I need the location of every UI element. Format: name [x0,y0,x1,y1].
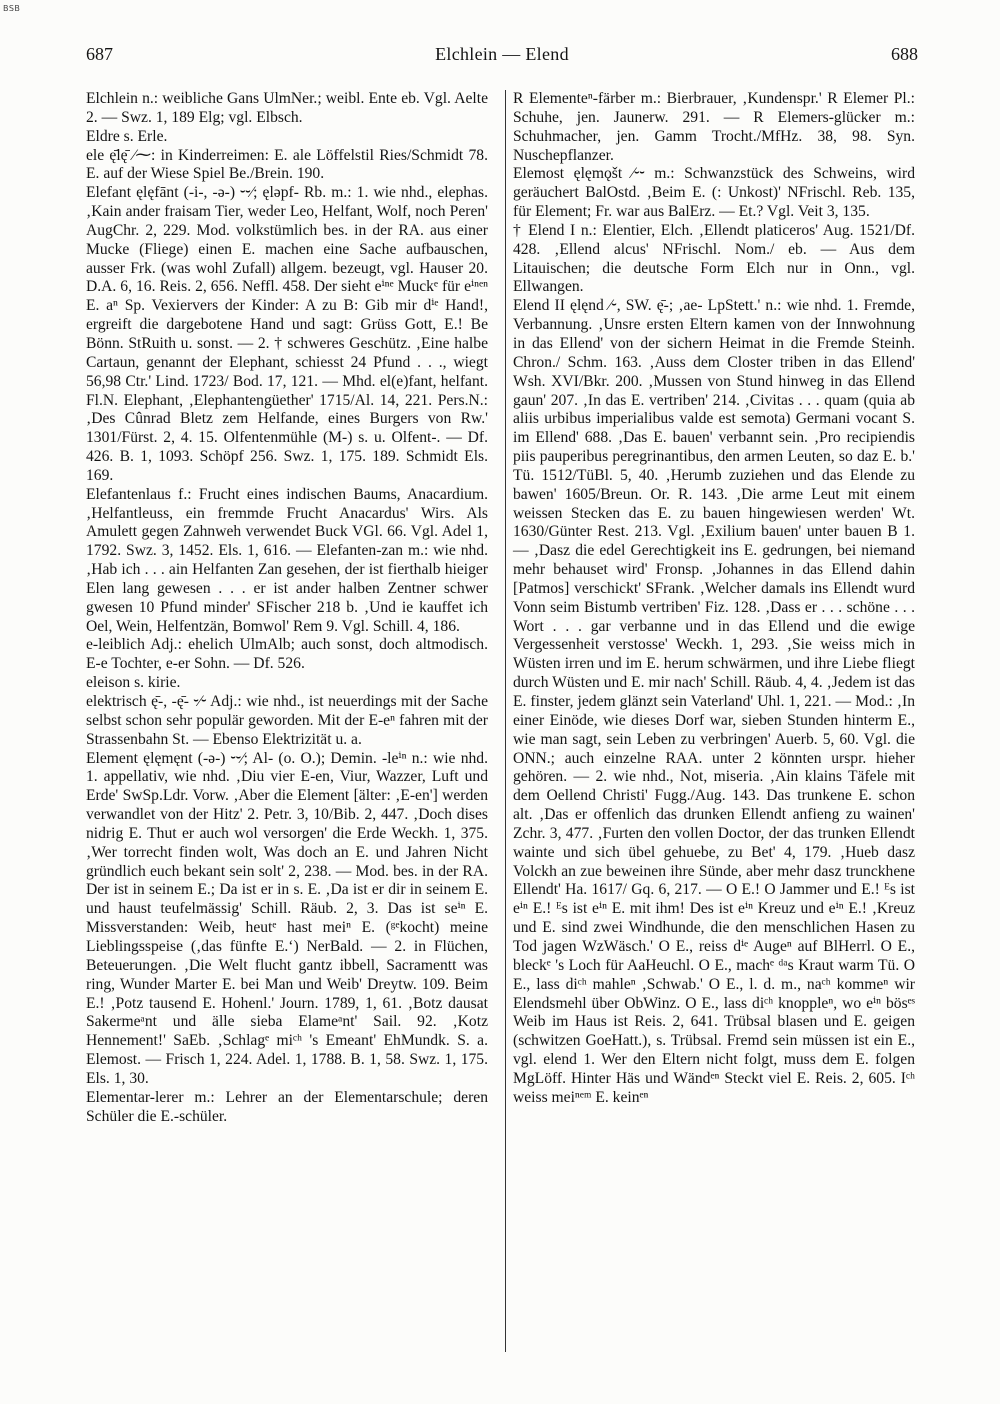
entry-elend-1: † Elend I n.: Elentier, Elch. ‚Ellendt platiceros' Aug. 1521/Df. 428. ‚Ellend alcus' NFrischl. Nom./ eb. — Aus dem Litauischen; die deutsche Form Elch nur in Onn., vgl. Ellwangen. [513,221,915,296]
entry-elementar-lerer: Elementar-lerer m.: Lehrer an der Elementarschule; deren Schüler die E.-schüler. [86,1088,488,1125]
entry-elchlein: Elchlein n.: weibliche Gans UlmNer.; weibl. Ente eb. Vgl. Aelte 2. — Swz. 1, 189 Elg; vgl. Elbsch. [86,90,488,126]
page-header [86,44,918,68]
entry-elefant: Elefant ęlęfānt (-i-, -ə-) ⏑⏑⁄; ęləpf- Rb. m.: 1. wie nhd., elephas. ‚Kain ander fraisam Tier, weder Leo, Helfant, Wolf, noch Peren' AugChr. 2, 229. Mod. volkstümlich bes. in der RA. aus einer Mucke (Fliege) einen E. machen eine Sache aufbauschen, ausser Frk. (was wohl Zufall) allgem. bezeugt, vgl. Hauser 20. D.A. 6, 16. Reis. 2, 656. Neffl. 458. Der sieht eⁱⁿᵉ Muckᵉ für eⁱⁿᵉⁿ E. aⁿ Sp. Vexiervers der Kinder: A zu B: Gib mir dⁱᵉ Hand!, ergreift die dargebotene Hand und sagt: Grüss Gott, E.! Be Bönn. StRuith u. sonst. — 2. † schweres Geschütz. ‚Eine halbe Cartaun, genannt der Elephant, schiesst 24 Pfund . . ., wiegt 56,98 Ctr.' Lind. 1723/ Bod. 17, 121. — Mhd. el(e)fant, helfant. Fl.N. Elephant, ‚Elephantengüether' 1715/Al. 14, 221. Pers.N.: ‚Des Cûnrad Bletz zem Helfande, eines Burgers von Rw.' 1301/Fürst. 2, 4. 15. Olfentenmühle (M-) s. u. Olfent-. — Df. 426. B. 1, 1093. Schöpf 256. Swz. 1, 175. 189. Schmidt Els. 169. [86,184,488,484]
entry-ele: ele ę̄lę̄ ⁄⁓: in Kinderreimen: E. ale Löffelstil Ries/Schmidt 78. E. auf der Wiese Spiel Be./Brein. 190. [86,146,488,183]
entry-e-leiblich: e-leiblich Adj.: ehelich UlmAlb; auch sonst, doch altmodisch. E-e Tochter, e-er Sohn. — Df. 526. [86,636,488,673]
page-number-right: 688 [891,44,918,64]
entry-elektrisch: elektrisch ę̄-, -ę̄- ⏑⁄⏑ Adj.: wie nhd., ist neuerdings mit der Sache selbst schon sehr populär geworden. Mit der E-eⁿ fahren mit der Strassenbahn St. — Ebenso Elektrizität u. a. [86,693,488,748]
left-column [86,90,488,1126]
entry-element: Element ęlęmęnt (-ə-) ⏑⏑⁄; Al- (o. O.); Demin. -leⁱⁿ n.: wie nhd. 1. appellativ, wie nhd. ‚Diu vier E-en, Viur, Wazzer, Luft und Erde' SwSp.Ldr. Vorw. ‚Aber die Element [älter: ‚E-en'] werden verwandlet von der Hitz' 2. Petr. 3, 10/Bib. 2, 447. ‚Doch dises nidrig E. Thut er auch wol versorgen' die Erde Weckh. 1, 375. ‚Wer torrecht finden wolt, Was doch an E. und Jahren Nicht gründlich euch bekant sein solt' 2, 238. — Mod. bes. in der RA. Der ist in seinem E.; Da ist er in s. E. ‚Da ist er dir in seinem E. und haust teufelmässig' Schill. Räub. 2, 3. Das ist seⁱⁿ E. Missverstanden: Weib, heutᵉ hast meiⁿ E. (ᵍᵉkocht) meine Lieblingsspeise (‚das fünfte E.‘) NerBald. — 2. in Flüchen, Beteuerungen. ‚Die Welt flucht gantz ibbell, Sacramentt was ring, Wunder Marter E. bei Man und Weib' Dreytw. 109. Beim E.! ‚Potz tausend E. Hohenl.' Journ. 1789, 1, 61. ‚Botz dausat Sakermeᵃnt und älle sieba Elameᵃnt' Sail. 92. ‚Kotz Hennement!' SaEb. ‚Schlagᵉ miᶜʰ 's Emeant' EhMundk. S. a. Elemost. — Frisch 1, 224. Adel. 1, 1788. B. 1, 58. Swz. 1, 175. Els. 1, 30. [86,749,488,1087]
entry-elementen-faerber: R Elementeⁿ-färber m.: Bierbrauer, ‚Kundenspr.' R Elemer Pl.: Schuhe, jen. Jaunerw. 291. — R Elemers-glücker m.: Schuhmacher, jen. Gamm Trocht./MfHz. 38, 98. Syn. Nuschepflanzer. [513,90,915,164]
running-title: Elchlein — Elend [435,44,569,64]
column-divider [505,90,506,1352]
entry-elend-2: Elend II ęlęnd ⁄⏑, SW. ę̄-; ‚ae- LpStett.' n.: wie nhd. 1. Fremde, Verbannung. ‚Unsre ersten Eltern kamen von der Innwohnung in das Ellend' von der sichern Heimat in die Fremde Steinh. Chron./ Schm. 163. ‚Auss dem Closter triben in das Ellend' Wsh. XVI/Bkr. 200. ‚Mussen von Stund hinweg in das Ellend gaun' 207. ‚In das E. vertriben' 214. ‚Civitas . . . quam (quia ab aliis urbibus imperialibus valde est semota) Germani vocant S. im Ellend' 688. ‚Das E. bauen' verbannt sein. ‚Pro recipiendis piis pauperibus peregrinantibus, den armen Leuten, so daz E. b.' Tü. 1512/TüBl. 5, 40. ‚Herumb zuziehen und das Elende zu bawen' 1605/Breun. Or. R. 143. ‚Die arme Leut mit einem weissen Stecken das E. zu bauen hingewiesen werden' Wt. 1630/Günter Rest. 213. Vgl. ‚Exilium bauen' unter bauen B 1. — ‚Dasz die edel Gerechtigkeit ins E. gedrungen, bei niemand mehr behauset wird' Fronsp. ‚Johannes in das Ellend dahin [Patmos] verschickt' SFrank. ‚Welcher damals ins Ellendt wurd Vonn seim Bistumb vertriben' Fiz. 128. ‚Dass er . . . schöne . . . Wort . . . gar verbanne und in das Ellend und die ewige Vergessenheit verstosse' Weckh. 1, 293. ‚Sie weiss mich in Wüsten irren und im E. herum schwärmen, und ihre Liebe fliegt durch Wüsten und E. mir nach' Schill. Räub. 4, 4. ‚Jedem ist das E. finster, jedem glänzt sein Vaterland' Uhl. 1, 221. — Mod.: ‚In einer Einöde, wie dieses Dorf war, sieben Stunden hinterm E., wie man sagt, sein Leben zu verbringen' Auerb. 5, 60. Vgl. die ONN.; auch einzelne RAA. unter 2 könnten urspr. hieher gehören. — 2. wie nhd., Not, miseria. ‚Ain klains Täfele mit dem Oellend Christi' Fugg./Aug. 143. Das trunkene E. schon alt. ‚Das er offenlich das drunken Ellendt anfieng zu wainen' Zchr. 3, 477. ‚Furten den vollen Doctor, der das trunken Ellendt wainte und sich übel gehuebe, zu Bet' 4, 179. ‚Hueb dasz Volckh an zue beweinen ihre Sünde, aber mehr dasz trunckhene Ellendt' Ha. 1617/ Gq. 6, 217. — O E.! O Jammer und E.! ᴱs ist eⁱⁿ E.! ᴱs ist eⁱⁿ E. mit ihm! Des ist eⁱⁿ Kreuz und eⁱⁿ E.! ‚Kreuz und E. sind zwei Windhunde, die den menschlichen Hasen zu Tod jagen WzWäsch.' O E., reiss dⁱᵉ Augeⁿ auf BlHerrl. O E., bleckᵉ 's Loch für AaHeuchl. O E., machᵉ ᵈᵃs Kraut warm Tü. O E., lass diᶜʰ mahleⁿ ‚Schwab.' O E., l. d. m., naᶜʰ kommeⁿ wir Elendsmehl über ObWinz. O E., lass diᶜʰ knoppleⁿ, wo eⁱⁿ bösᵉˢ Weib im Haus ist Reis. 2, 641. Trübsal blasen und E. geigen (schwitzen GoeHatt.), s. Trübsal. Fremd sein müssen ist ein E., vgl. elend 1. Wer den Eltern nicht folgt, muss dem E. folgen MgLöff. Hinter Häs und Wändᵉⁿ Steckt viel E. Reis. 2, 605. Iᶜʰ weiss meiⁿᵉᵐ E. keinᵉⁿ [513,297,915,1106]
right-column [513,90,915,1108]
entry-eleison: eleison s. kirie. [86,674,181,692]
page-number-left: 687 [86,44,113,64]
library-stamp: BSB [3,4,21,13]
entry-elefantenlaus: Elefantenlaus f.: Frucht eines indischen Baums, Anacardium. ‚Helfantleuss, ein fremmde Frucht Anacardus' Wirs. Als Amulett gegen Zahnweh verwendet Buck VGl. 66. Vgl. Adel 1, 1792. Swz. 3, 1452. Els. 1, 616. — Elefanten-zan m.: wie nhd. ‚Hab ich . . . ain Helfanten Zan gesehen, der ist fierthalb hieiger Elen lang gewesen . . . er ist ander halben Zentner schwer gwesen 10 Pfund minder' SFischer 218 b. ‚Und ie kauffet ich Oel, Wein, Helfentzän, Bomwol' Rem 9. Vgl. Schill. 4, 186. [86,485,488,635]
entry-eldre: Eldre s. Erle. [86,127,168,145]
entry-elemost: Elemost ęlęmǫšt ⁄⏑⏑ m.: Schwanzstück des Schweins, wird geräuchert BalOstd. ‚Beim E. (: Unkost)' NFrischl. Reb. 135, für Element; Fr. war aus BalErz. — Et.? Vgl. Veit 3, 135. [513,165,915,221]
